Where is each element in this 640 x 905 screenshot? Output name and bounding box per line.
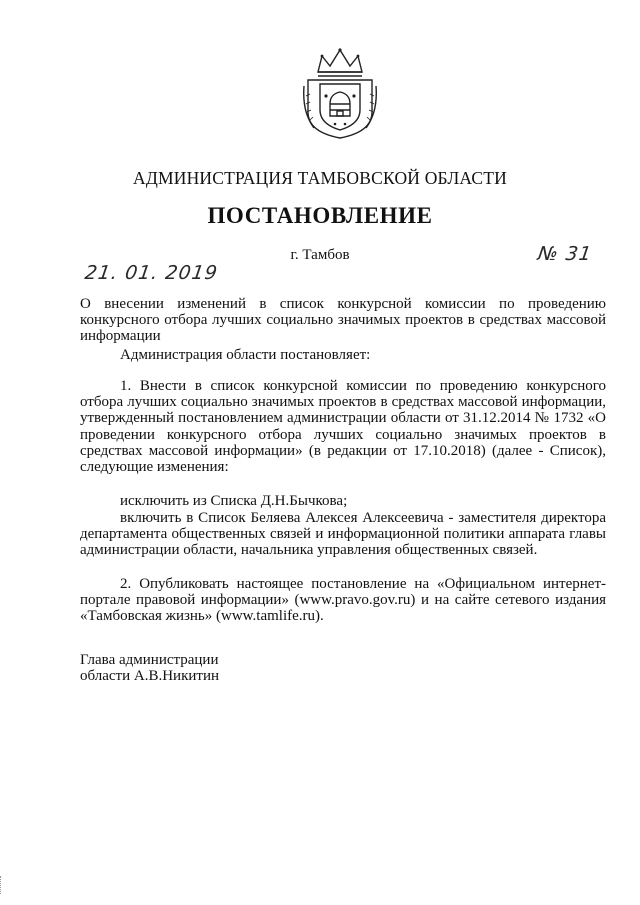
signatory-name: области А.В.Никитин (80, 668, 220, 685)
subject-block (80, 296, 606, 345)
signature-block (80, 652, 219, 685)
preamble-block (80, 347, 606, 363)
item-2-text: 2. Опубликовать настоящее постановление на «Официальном интернет-портале правовой информации» (www.pravo.gov.ru) и на сайте сетевого издания «Тамбовская жизнь» (www.tamlife.ru). (80, 576, 606, 625)
item-exclude-text: исключить из Списка Д.Н.Бычкова; (120, 493, 348, 509)
signatory-title: Глава администрации (80, 652, 219, 668)
issuing-agency: АДМИНИСТРАЦИЯ ТАМБОВСКОЙ ОБЛАСТИ (133, 168, 507, 188)
scan-edge-mark (0, 876, 3, 894)
handwritten-number: № 31 (536, 243, 594, 265)
subject-text: О внесении изменений в список конкурсной комиссии по проведению конкурсного отбора лучших социально значимых проектов в средствах массовой информации (80, 296, 606, 345)
preamble-text: Администрация области постановляет: (120, 347, 371, 363)
item-include-text: включить в Список Беляева Алексея Алексеевича - заместителя директора департамента общественных связей и информационной политики аппарата главы администрации области, начальника управления общественных связей. (80, 510, 606, 559)
document-type-title: ПОСТАНОВЛЕНИЕ (207, 203, 433, 228)
item-exclude-block (80, 493, 606, 509)
city-of-issue: г. Тамбов (290, 247, 350, 263)
item-include-block (80, 510, 606, 559)
item-2-block (80, 576, 606, 625)
coat-of-arms-emblem (300, 46, 380, 140)
handwritten-date: 21. 01. 2019 (83, 262, 220, 284)
item-1-block (80, 378, 606, 475)
item-1-text: 1. Внести в список конкурсной комиссии по проведению конкурсного отбора лучших социально значимых проектов в средствах массовой информации, утвержденный постановлением администрации области от 31.12.2014 № 1732 «О проведении конкурсного отбора лучших социально значимых проектов в средствах массовой информации» (в редакции от 17.10.2018) (далее - Список), следующие изменения: (80, 378, 606, 476)
